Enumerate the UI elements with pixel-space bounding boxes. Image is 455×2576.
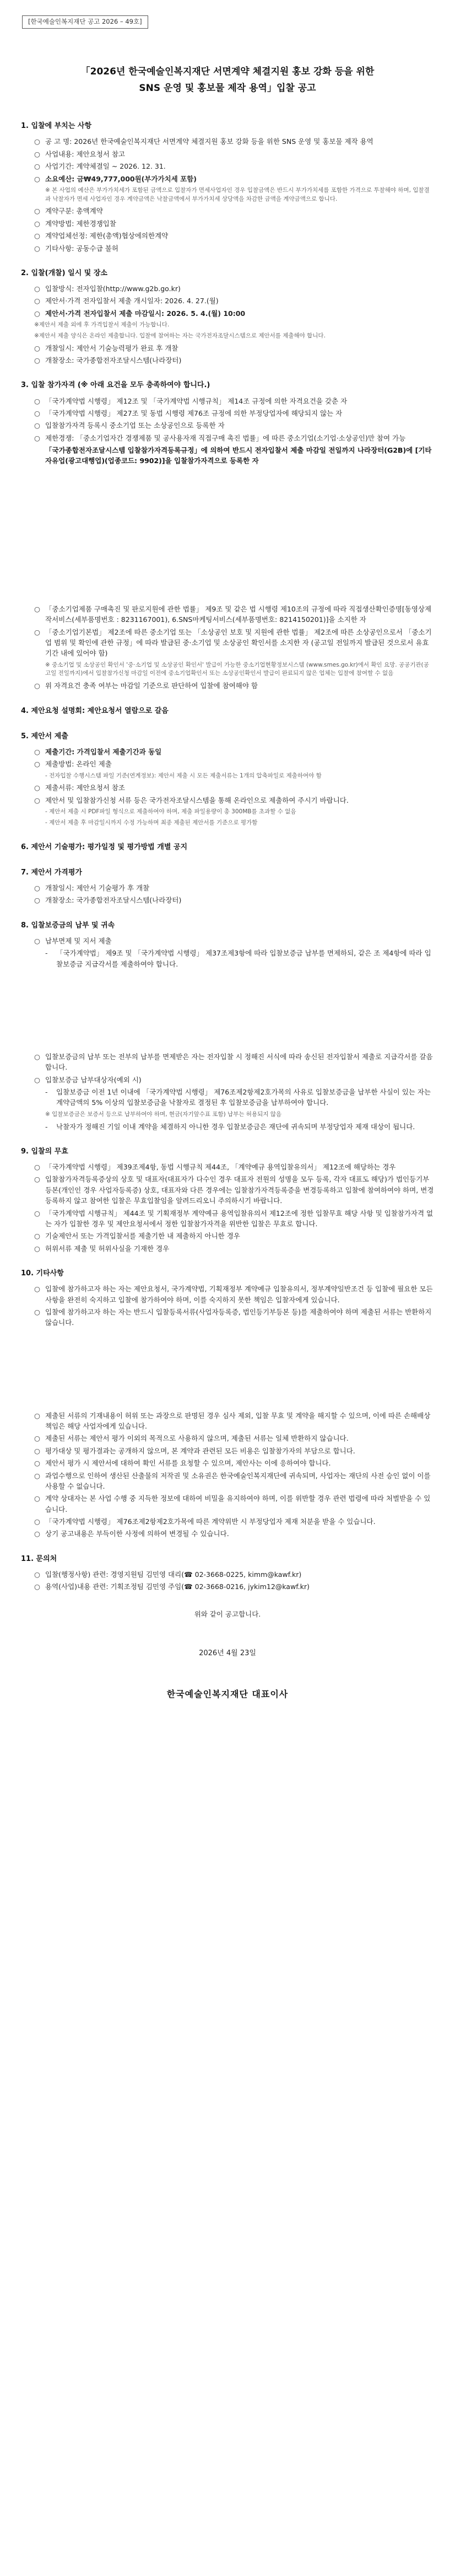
section-heading: 1. 입찰에 부치는 사항 xyxy=(21,122,92,131)
list-item: ○ 과업수행으로 인하여 생산된 산출물의 저작권 및 소유권은 한국예술인복지재단에 귀속되며, 사업자는 재단의 사전 승인 없이 이를 사용할 수 없습니다. xyxy=(34,1471,431,1490)
document-number-label: [한국예술인복지재단 공고 2026 – 49호] xyxy=(22,15,148,29)
list-item: ○ 「중소기업제품 구매촉진 및 판로지원에 관한 법률」 제9조 및 같은 법 시행령 제10조의 규정에 따라 직접생산확인증명[동영상제작서비스(세부품명번호 : 8231167001), 6.SNS마케팅서비스(세부품명번호: 8214150201)]을 소지한 자 xyxy=(34,604,432,624)
list-item: ○ 제출된 서류는 제안서 평가 이외의 목적으로 사용하지 않으며, 제출된 서류는 일체 반환하지 않습니다. xyxy=(34,1434,349,1443)
list-item: ○ 「국가계약법 시행령」 제27조 및 동법 시행령 제76조 규정에 의한 부정당업자에 해당되지 않는 자 xyxy=(34,409,343,417)
list-item: ○ 제출된 서류의 기재내용이 허위 또는 과장으로 판명된 경우 심사 제외, 입찰 무효 및 계약을 해지할 수 있으며, 이에 따른 손해배상책임은 해당 사업자에게 있습니다. xyxy=(34,1411,431,1431)
list-item: ○ 제안서 및 입찰참가신청 서류 등은 국가전자조달시스템을 통해 온라인으로 제출하여 주시기 바랍니다. xyxy=(34,796,349,804)
list-item: ○ 제안서·가격 전자입찰서 제출 개시일자: 2026. 4. 27.(월) xyxy=(34,297,219,305)
list-item: ○ 입찰에 참가하고자 하는 자는 제안요청서, 국가계약법, 기획재정부 계약예규 입찰유의서, 정부계약일반조건 등 입찰에 필요한 모든 사항을 완전히 숙지하고 입찰에 참가하여야 하며, 이를 숙지하지 못한 책임은 입찰자에게 있습니다. xyxy=(34,1285,433,1304)
list-item: ○ 제한경쟁: 「중소기업자간 경쟁제품 및 공사용자재 직접구매 촉진 법률」에 따른 중소기업(소기업·소상공인)만 참여 가능 xyxy=(34,433,406,442)
section-other-matters xyxy=(21,1268,434,1328)
list-item: ○ 「국가계약법 시행규칙」 제44조 및 기획재정부 계약예규 용역입찰유의서 제12조에 정한 입찰무효 해당 사항 및 입찰참가자격 없는 자가 입찰한 경우 및 제안요청서에서 정한 입찰참가자격을 위반한 입찰은 무효로 합니다. xyxy=(34,1209,434,1228)
sme-certificate-note: ※ 중소기업 및 소상공인 확인서 '중·소기업 및 소상공인 확인서' 발급이 가능한 중소기업현황정보시스템 (www.smes.go.kr)에서 확인 요망. 공공기관(공고일 전일까지)에서 입찰참가신청 마감일 이전에 중소기업확인서 또는 소상공인확인서 발급이 완료되지 않은 업체는 입찰에 참여할 수 없음 xyxy=(45,661,429,677)
section-bid-deposit xyxy=(21,920,434,969)
list-item: ○ 「국가계약법 시행령」 제39조제4항, 동법 시행규칙 제44조, 「계약예규 용역입찰유의서」 제12조에 해당하는 경우 xyxy=(34,1163,396,1172)
list-item: ○ 「중소기업기본법」 제2조에 따른 중소기업 또는 「소상공인 보호 및 지원에 관한 법률」 제2조에 따른 소상공인으로서 「중소기업 범위 및 확인에 관한 규정」에 따라 발급된 중·소기업 및 소상공인 확인서를 소지한 자 (공고일 전일까지 발급된 것으로서 유효기간 내에 있어야 함) xyxy=(34,627,432,658)
list-item: ○ 「국가계약법 시행령」 제12조 및 「국가계약법 시행규칙」 제14조 규정에 의한 자격요건을 갖춘 자 xyxy=(34,396,348,405)
list-item: ○ 공 고 명: 2026년 한국예술인복지재단 서면계약 체결지원 홍보 강화 등을 위한 SNS 운영 및 홍보물 제작 용역 xyxy=(34,137,373,146)
list-item: ○ 사업기간: 계약체결일 ~ 2026. 12. 31. xyxy=(34,162,166,171)
section-bid-schedule xyxy=(21,268,434,366)
budget-note: ※ 본 사업의 예산은 부가가치세가 포함된 금액으로 입찰자가 면세사업자인 경우 입찰금액은 반드시 부가가치세를 포함한 가격으로 투찰해야 하며, 입찰결과 낙찰자가 면세 사업자인 경우 계약금액은 낙찰금액에서 부가가치세 상당액을 차감한 금액을 계약금액으로 합니다. xyxy=(45,186,430,202)
list-item: ○ 계약구분: 총액계약 xyxy=(34,207,103,216)
list-item: - 「국가계약법」 제9조 및 「국가계약법 시행령」 제37조제3항에 따라 입찰보증금 납부를 면제하되, 같은 조 제4항에 따라 입찰보증금 지급각서를 제출하여야 합니다. xyxy=(45,949,431,968)
list-item: ○ 상기 공고내용은 부득이한 사정에 의하여 변경될 수 있습니다. xyxy=(34,1530,229,1538)
list-item: ○ 개찰일시: 제안서 기술평가 후 개찰 xyxy=(34,883,150,892)
closing-statement: 위와 같이 공고합니다. xyxy=(194,1609,261,1618)
list-item: ○ 사업내용: 제안요청서 참고 xyxy=(34,149,125,158)
list-item: ○ 위 자격요건 충족 여부는 마감일 기준으로 판단하여 입찰에 참여해야 함 xyxy=(34,681,258,690)
deposit-note: ※ 입찰보증금은 보증서 등으로 납부하여야 하며, 현금(자기앞수표 포함) 납부는 허용되지 않음 xyxy=(45,1110,281,1118)
submission-note: ※제안서 제출 양식은 온라인 제출합니다. 입찰에 참여하는 자는 국가전자조달시스템으로 제안서를 제출해야 합니다. xyxy=(34,332,326,339)
notice-title xyxy=(21,64,434,97)
section-briefing xyxy=(21,706,434,717)
list-item: ○ 용역(사업)내용 관련: 기획조정팀 김민영 주임(☎ 02-3668-0216, jykim12@kawf.kr) xyxy=(34,1582,310,1591)
section-heading: 6. 제안서 기술평가: 평가일정 및 평가방법 개별 공지 xyxy=(21,842,188,851)
section-heading: 11. 문의처 xyxy=(21,1554,57,1563)
list-item: ○ 입찰보증금의 납부 또는 전부의 납부를 면제받은 자는 전자입찰 시 정해진 서식에 따라 송신된 전자입찰서 제출로 지급각서를 갈음합니다. xyxy=(34,1052,433,1072)
section-bid-items xyxy=(21,121,434,254)
section-other-matters-continued xyxy=(21,1410,434,1539)
list-item: ○ 제출기간: 가격입찰서 제출기간과 동일 xyxy=(34,747,162,756)
list-item: - 낙찰자가 정해진 기일 이내 계약을 체결하지 아니한 경우 입찰보증금은 재단에 귀속되며 부정당업자 제재 대상이 됩니다. xyxy=(45,1122,415,1131)
list-item: ○ 입찰방식: 전자입찰(http://www.g2b.go.kr) xyxy=(34,285,181,293)
section-contact xyxy=(21,1554,434,1592)
list-item: ○ 개찰장소: 국가종합전자조달시스템(나라장터) xyxy=(34,896,182,905)
submission-file-note: - 전자입찰 수행시스템 파일 기준(연계정보): 제안서 제출 시 모든 제출서류는 1개의 압축파일로 제출하여야 함 xyxy=(45,772,322,779)
list-item: ○ 소요예산: 금₩49,777,000원(부가가치세 포함) xyxy=(34,174,197,183)
list-item: ○ 입찰에 참가하고자 하는 자는 반드시 입찰등록서류(사업자등록증, 법인등기부등본 등)를 제출하여야 하며 제출된 서류는 반환하지 않습니다. xyxy=(34,1307,432,1327)
title-line-2: SNS 운영 및 홍보물 제작 용역」입찰 공고 xyxy=(139,82,316,94)
notice-date: 2026년 4월 23일 xyxy=(199,1649,256,1658)
submission-file-note: - 제안서 제출 후 마감일시까지 수정 가능하며 최종 제출된 제안서를 기준으로 평가함 xyxy=(45,819,258,826)
section-heading: 9. 입찰의 무효 xyxy=(21,1147,68,1156)
list-item: ○ 제출서류: 제안요청서 참조 xyxy=(34,783,125,792)
list-item: ○ 「국가계약법 시행령」 제76조제2항제2호가목에 따른 계약위반 시 부정당업자 제재 처분을 받을 수 있습니다. xyxy=(34,1517,376,1526)
section-heading: 7. 제안서 가격평가 xyxy=(21,868,82,877)
list-item: - 입찰보증금 이전 1년 이내에 「국가계약법 시행령」 제76조제2항제2호가목의 사유로 입찰보증금을 납부한 사실이 있는 자는 계약금액의 5% 이상의 입찰보증금을 낙찰자로 결정된 후 입찰보증금을 납부하여야 합니다. xyxy=(45,1088,431,1107)
list-item: ○ 입찰(행정사항) 관련: 경영지원팀 김민영 대리(☎ 02-3668-0225, kimm@kawf.kr) xyxy=(34,1570,302,1579)
section-bid-invalidation xyxy=(21,1146,434,1254)
title-line-1: 「2026년 한국예술인복지재단 서면계약 체결지원 홍보 강화 등을 위한 xyxy=(80,66,375,77)
submission-note: ※제안서 제출 외에 후 가격입찰서 제출이 가능합니다. xyxy=(34,321,170,329)
list-item: ○ 입찰참가자격 등록시 중소기업 또는 소상공인으로 등록한 자 xyxy=(34,421,225,430)
list-item: ○ 개찰장소: 국가종합전자조달시스템(나라장터) xyxy=(34,356,182,365)
registration-requirement: 「국가종합전자조달시스템 입찰참가자격등록규정」에 의하여 반드시 전자입찰서 제출 마감일 전일까지 나라장터(G2B)에 [기타자유업(광고대행업)(업종코드: 9902)]을 입찰참가자격으로 등록한 자 xyxy=(45,446,432,465)
section-price-evaluation xyxy=(21,867,434,906)
issuing-organization: 한국예술인복지재단 대표이사 xyxy=(166,1689,289,1700)
section-bid-deposit-continued xyxy=(21,1051,434,1132)
list-item: ○ 제안서·가격 전자입찰서 제출 마감일시: 2026. 5. 4.(월) 10:00 xyxy=(34,309,246,318)
list-item: ○ 계약방법: 제한경쟁입찰 xyxy=(34,219,116,228)
section-heading: 4. 제안요청 설명회: 제안요청서 열람으로 갈음 xyxy=(21,706,169,715)
list-item: ○ 계약 상대자는 본 사업 수행 중 지득한 정보에 대하여 비밀을 유지하여야 하며, 이를 위반할 경우 관련 법령에 따라 처벌받을 수 있습니다. xyxy=(34,1494,431,1514)
list-item: ○ 기술제안서 또는 가격입찰서를 제출기한 내 제출하지 아니한 경우 xyxy=(34,1232,240,1241)
list-item: ○ 입찰참가자격등록증상의 상호 및 대표자(대표자가 다수인 경우 대표자 전원의 성명을 모두 등록, 각자 대표도 해당)가 법인등기부등본(개인인 경우 사업자등록증) 상호, 대표자와 다른 경우에는 입찰참가자격등록증을 변경등록하고 입찰에 참여하여야 하며, 변경등록하지 않고 참여한 입찰은 무효입찰임을 알려드리오니 주의하시기 바랍니다. xyxy=(34,1175,434,1205)
section-heading: 3. 입찰 참가자격 (※ 아래 요건을 모두 충족하여야 합니다.) xyxy=(21,381,210,390)
section-eligibility-continued xyxy=(21,604,434,691)
list-item: ○ 기타사항: 공동수급 불허 xyxy=(34,244,118,253)
section-proposal-submission xyxy=(21,731,434,828)
section-heading: 2. 입찰(개찰) 일시 및 장소 xyxy=(21,269,107,277)
submission-file-note: - 제안서 제출 시 PDF파일 형식으로 제출하여야 하며, 제출 파일용량이 총 300MB를 초과할 수 없음 xyxy=(45,808,296,815)
section-heading: 10. 기타사항 xyxy=(21,1269,64,1278)
list-item: ○ 허위서류 제출 및 허위사실을 기재한 경우 xyxy=(34,1244,170,1253)
list-item: ○ 입찰보증금 납부대상자(예외 시) xyxy=(34,1075,142,1084)
list-item: ○ 평가대상 및 평가결과는 공개하지 않으며, 본 계약과 관련된 모든 비용은 입찰참가자의 부담으로 합니다. xyxy=(34,1446,355,1455)
section-heading: 8. 입찰보증금의 납부 및 귀속 xyxy=(21,921,115,930)
section-heading: 5. 제안서 제출 xyxy=(21,732,68,740)
section-technical-evaluation xyxy=(21,842,434,853)
section-eligibility xyxy=(21,380,434,466)
list-item: ○ 계약업체선정: 제한(총액)협상에의한계약 xyxy=(34,232,169,240)
list-item: ○ 제안서 평가 시 제안서에 대하여 확인 서류를 요청할 수 있으며, 제안사는 이에 응하여야 합니다. xyxy=(34,1459,331,1468)
list-item: ○ 납부면제 및 지서 제출 xyxy=(34,936,112,945)
list-item: ○ 개찰일시: 제안서 기술능력평가 완료 후 개찰 xyxy=(34,344,178,352)
list-item: ○ 제출방법: 온라인 제출 xyxy=(34,760,112,769)
